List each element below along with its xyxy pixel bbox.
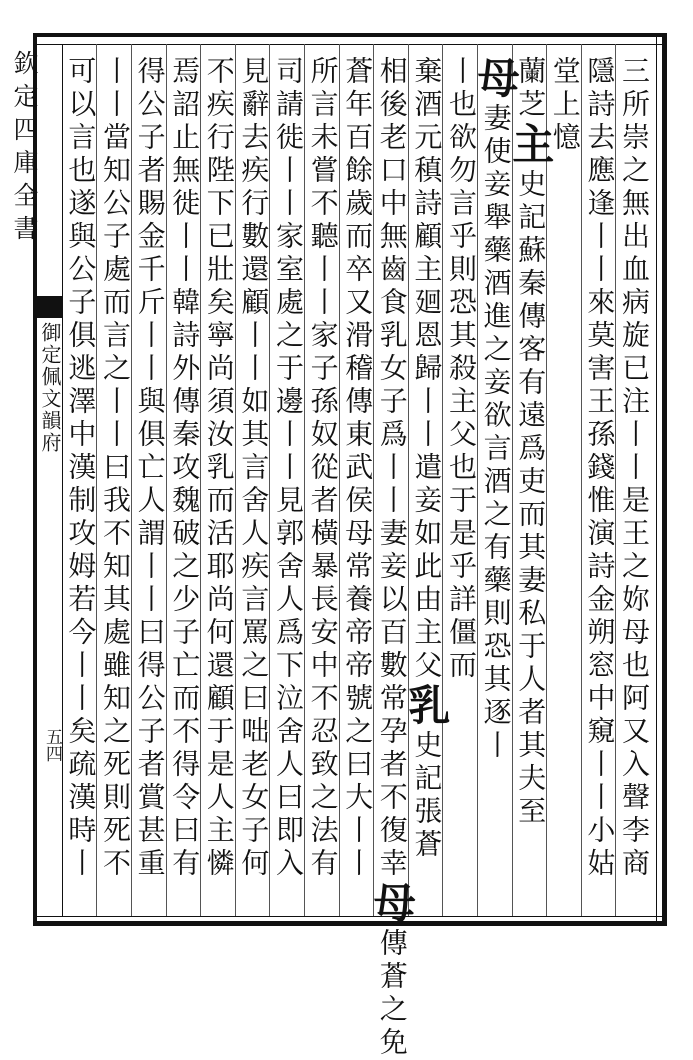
text-column (304, 56, 339, 912)
column-text: 所言未嘗不聽丨丨家子孫奴從者橫暴長安中不忍致之法有 (306, 56, 340, 881)
entry-headword: 主 (506, 122, 556, 169)
text-column (235, 56, 270, 912)
column-text: 妻使妾舉藥酒進之妾欲言酒之有藥則恐其逐丨 (479, 103, 513, 763)
entry-headword: 母 (471, 56, 521, 103)
entry-headword: 乳 (402, 683, 452, 730)
frame-inner-right (656, 33, 657, 926)
column-text: 丨也欲勿言乎則恐其殺主父也于是乎詳僵而 (444, 56, 478, 683)
column-text: 三所崇之無出血病旋已注丨丨是王之妳母也阿又入聲李商 (617, 56, 651, 881)
column-text: 焉詔止無徙丨丨韓詩外傳秦攻魏破之少子亡而不得令曰有 (168, 56, 202, 881)
text-column (442, 56, 477, 912)
book-title: 御定佩文韻府 (38, 322, 62, 454)
text-column (581, 56, 616, 912)
text-column (131, 56, 166, 912)
column-text: 不疾行陛下已壯矣寧尚須汝乳而活耶尚何還顧于是人主憐 (202, 56, 236, 881)
entry-headword: 母 (367, 881, 417, 928)
column-text: 堂上憶 (548, 56, 582, 155)
text-column (96, 56, 131, 912)
text-column (506, 56, 556, 912)
text-column (615, 56, 650, 912)
frame-inner-top (33, 44, 667, 45)
text-column (62, 56, 97, 912)
column-text: 史記張蒼 (410, 730, 444, 862)
frame-inner-bottom (33, 916, 667, 917)
page-number: 五四 (42, 728, 62, 762)
column-text: 得公子者賜金千斤丨丨與俱亡人謂丨丨曰得公子者賞甚重 (133, 56, 167, 881)
column-text: 司請徙丨丨家室處之于邊丨丨見郭舍人爲下泣舍人曰即入 (271, 56, 305, 881)
column-text: 蒼年百餘歲而卒又滑稽傳東武侯母常養帝帝號之曰大丨丨 (341, 56, 375, 881)
column-text: 見辭去疾行數還顧丨丨如其言舍人疾言罵之曰咄老女子何 (237, 56, 271, 881)
text-column (402, 56, 452, 912)
column-text: 可以言也遂與公子俱逃澤中漢制攻姆若今丨丨矣疏漢時丨 (64, 56, 98, 881)
column-text: 蘭芝 (514, 56, 548, 122)
text-column (367, 56, 417, 1060)
text-column (166, 56, 201, 912)
column-text: 傳蒼之免 (375, 928, 409, 1060)
column-text: 史記蘇秦傳客有遠爲吏而其妻私于人者其夫至 (514, 169, 548, 829)
fishtail-block (33, 296, 62, 318)
column-text: 相後老口中無齒食乳女子爲丨丨妻妾以百數常孕者不復幸 (375, 56, 409, 881)
column-text: 隱詩去應逢丨丨來莫害王孫錢惟演詩金朔窓中窺丨丨小姑 (583, 56, 617, 881)
column-text: 棄酒元稹詩顧主廻恩歸丨丨遣妾如此由主父 (410, 56, 444, 683)
text-column (471, 56, 521, 912)
text-column (339, 56, 374, 912)
column-rule (581, 44, 582, 916)
text-column (200, 56, 235, 912)
text-column (269, 56, 304, 912)
column-text: 丨丨當知公子處而言之丨丨曰我不知其處雖知之死則死不 (98, 56, 132, 881)
collection-title: 欽定四庫全書 (10, 50, 39, 248)
text-column (546, 56, 581, 912)
